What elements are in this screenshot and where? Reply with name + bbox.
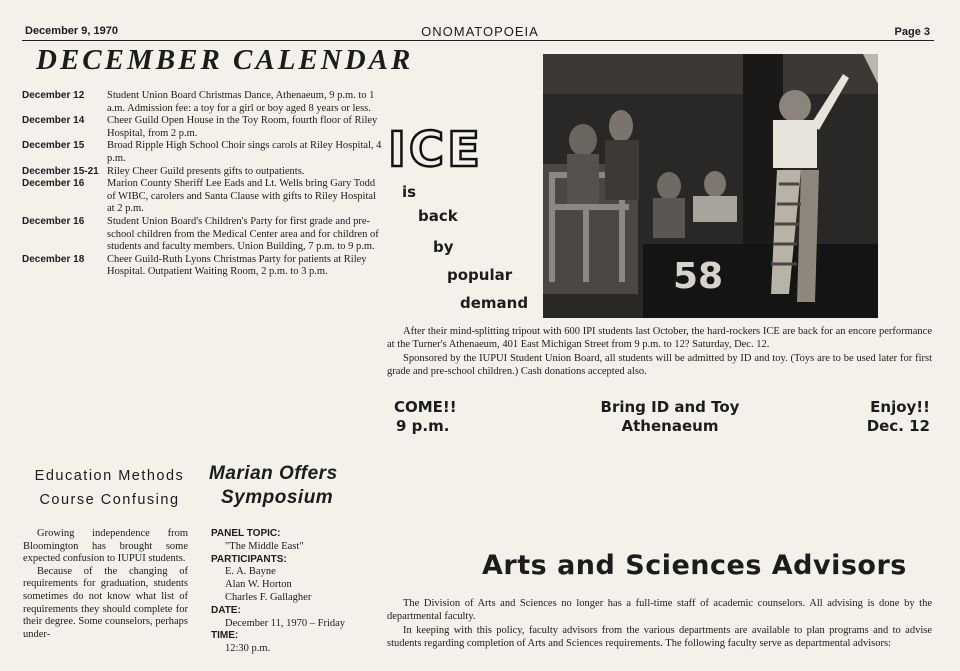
ice-paragraph: After their mind-splitting tripout with 600 IPI students last October, the hard-rockers ICE are back for an encore performance at the Turner's Athenaeum, 401 East Michigan Street from 9 p.m. to 12? Saturday, Dec. 12. bbox=[387, 326, 932, 351]
calendar-event bbox=[22, 90, 382, 115]
issue-date: December 9, 1970 bbox=[25, 25, 118, 37]
promo-text: Dec. 12 bbox=[866, 417, 930, 435]
headline-line: Symposium bbox=[221, 487, 334, 508]
promo-right bbox=[860, 398, 930, 436]
ice-word: is bbox=[402, 183, 417, 201]
panel-topic-value: "The Middle East" bbox=[225, 540, 304, 552]
calendar-title: DECEMBER CALENDAR bbox=[36, 44, 414, 76]
promo-text: Athenaeum bbox=[621, 417, 719, 435]
event-description: Cheer Guild-Ruth Lyons Christmas Party for patients at Riley Hospital. Outpatient Waiting Room, 2 p.m. to 3 p.m. bbox=[107, 253, 367, 278]
ice-word: popular bbox=[447, 266, 513, 284]
promo-text: Bring ID and Toy bbox=[600, 398, 740, 416]
headline-line: Education Methods bbox=[34, 468, 185, 484]
ice-paragraph: Sponsored by the IUPUI Student Union Board, all students will be admitted by ID and toy. (Toys are to be used later for first grade and pre-school children.) Cash donations accepted also. bbox=[387, 352, 932, 378]
participant: Charles F. Gallagher bbox=[225, 591, 312, 603]
calendar-event bbox=[22, 115, 382, 140]
calendar-event bbox=[22, 166, 382, 179]
ice-word: demand bbox=[460, 294, 529, 312]
headline-line: Marian Offers bbox=[209, 463, 338, 484]
calendar-list bbox=[22, 90, 382, 279]
arts-article bbox=[387, 597, 932, 651]
event-date: December 12 bbox=[22, 90, 85, 101]
marian-headline bbox=[209, 462, 338, 510]
event-description: Marion County Sheriff Lee Eads and Lt. Wells bring Gary Todd of WIBC, carolers and Santa Clause with gifts to Riley Hospital at 2 p.m. bbox=[107, 178, 376, 215]
promo-left bbox=[394, 398, 457, 436]
event-date: December 14 bbox=[22, 115, 85, 127]
calendar-event bbox=[22, 140, 382, 165]
panel-topic-label: PANEL TOPIC: bbox=[211, 528, 281, 539]
ice-article bbox=[387, 325, 932, 379]
event-date: December 16 bbox=[22, 178, 85, 190]
event-description: Cheer Guild Open House in the Toy Room, fourth floor of Riley Hospital, from 2 p.m. bbox=[107, 115, 378, 139]
newspaper-title: ONOMATOPOEIA bbox=[421, 24, 539, 39]
marian-details bbox=[211, 528, 381, 656]
education-paragraph: Growing independence from Bloomington has brought some expected confusion to IUPUI students. bbox=[23, 528, 188, 565]
headline-line: Course Confusing bbox=[39, 492, 180, 508]
event-date: December 18 bbox=[22, 253, 85, 265]
band-photo bbox=[543, 54, 878, 318]
event-description: Student Union Board Christmas Dance, Athenaeum, 9 p.m. to 1 a.m. Admission fee: a toy for a girl or boy aged 8 years or less. bbox=[107, 90, 375, 114]
event-date: December 16 bbox=[22, 215, 85, 227]
education-article bbox=[23, 528, 188, 641]
promo-center bbox=[560, 398, 780, 436]
date-value: December 11, 1970 – Friday bbox=[225, 617, 346, 629]
ice-word: by bbox=[433, 238, 454, 256]
participants-label: PARTICIPANTS: bbox=[211, 553, 287, 565]
arts-paragraph: The Division of Arts and Sciences no longer has a full-time staff of academic counselors. All advising is done by the departmental faculty. bbox=[387, 598, 932, 623]
arts-headline: Arts and Sciences Advisors bbox=[482, 550, 907, 581]
event-description: Riley Cheer Guild presents gifts to outpatients. bbox=[107, 165, 305, 177]
time-label: TIME: bbox=[211, 630, 239, 642]
ice-word: back bbox=[418, 207, 458, 225]
promo-text: 9 p.m. bbox=[396, 417, 450, 435]
event-description: Student Union Board's Children's Party for first grade and pre-school children from the Medical Center area and for children of students and faculty members. Union Building, 7 p.m. to 9 p.m. bbox=[107, 215, 379, 253]
time-value: 12:30 p.m. bbox=[225, 643, 271, 655]
calendar-event bbox=[22, 254, 382, 279]
arts-paragraph: In keeping with this policy, faculty advisors from the various departments are available to plan programs and to advise students regarding completion of Arts and Sciences requirements. The following faculty serve as departmental advisors: bbox=[387, 624, 932, 650]
ice-headline: ICE bbox=[388, 122, 483, 178]
event-date: December 15 bbox=[22, 140, 85, 152]
education-paragraph: Because of the changing of requirements for graduation, students sometimes do not know what list of requirements they should complete for their degree. Some counselors, perhaps under- bbox=[23, 565, 188, 640]
calendar-event bbox=[22, 178, 382, 216]
photo-number: 58 bbox=[673, 256, 724, 297]
promo-text: Enjoy!! bbox=[870, 398, 930, 416]
date-label: DATE: bbox=[211, 604, 241, 616]
event-description: Broad Ripple High School Choir sings carols at Riley Hospital, 4 p.m. bbox=[107, 140, 382, 164]
calendar-event bbox=[22, 216, 382, 254]
header-rule bbox=[22, 40, 934, 41]
promo-text: COME!! bbox=[394, 398, 457, 416]
education-headline bbox=[22, 464, 197, 512]
participant: Alan W. Horton bbox=[225, 579, 292, 591]
event-date: December 15-21 bbox=[22, 165, 99, 177]
page-number: Page 3 bbox=[894, 26, 930, 38]
participant: E. A. Bayne bbox=[225, 566, 276, 578]
